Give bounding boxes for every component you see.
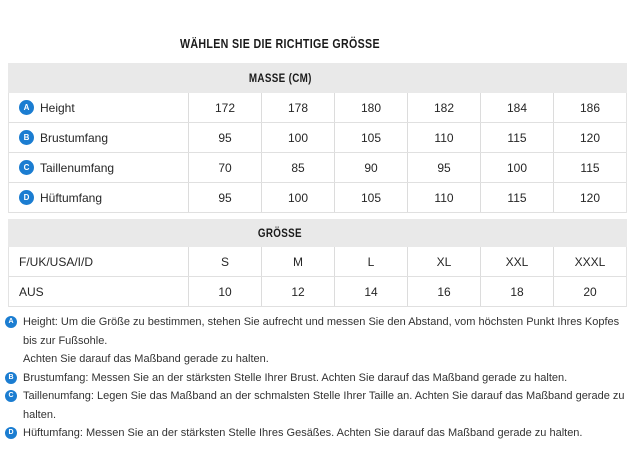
table-row-chest [9, 123, 626, 153]
size-cell: XL [407, 247, 480, 276]
value-cell: 90 [334, 153, 407, 182]
size-cell: 18 [480, 277, 553, 306]
footnote-c-badge: C [5, 390, 17, 402]
footnote-a-badge: A [5, 316, 17, 328]
table-row-hip [9, 183, 626, 213]
value-cell: 182 [407, 93, 480, 122]
size-cell: S [188, 247, 261, 276]
value-cell: 180 [334, 93, 407, 122]
footnote-text: Taillenumfang: Legen Sie das Maßband an der schmalsten Stelle Ihrer Taille an. Achten Sie darauf das Maßband gerade zu halten. [23, 390, 625, 421]
value-cell: 172 [188, 93, 261, 122]
size-cell: M [261, 247, 334, 276]
row-label: Hüftumfang [40, 190, 103, 205]
table-row-height [9, 93, 626, 123]
footnote-text: Hüftumfang: Messen Sie an der stärksten Stelle Ihres Gesäßes. Achten Sie darauf das Maßband gerade zu halten. [23, 427, 583, 439]
value-cell: 115 [480, 183, 553, 212]
footnote-text: Brustumfang: Messen Sie an der stärksten Stelle Ihrer Brust. Achten Sie darauf das Maßband gerade zu halten. [23, 371, 568, 384]
value-cell: 95 [407, 153, 480, 182]
sizes-header-band [8, 219, 627, 247]
sizes-table [8, 247, 627, 307]
row-label: Height [40, 100, 75, 115]
table-row-aus-sizes [9, 277, 626, 307]
row-label: AUS [19, 284, 44, 299]
value-cell: 100 [261, 123, 334, 152]
row-label-cell [9, 183, 188, 212]
size-cell: 14 [334, 277, 407, 306]
row-label-cell [9, 93, 188, 122]
measurements-header-label: MASSE (CM) [248, 71, 312, 85]
footnote-text: Achten Sie darauf das Maßband gerade zu halten. [23, 353, 269, 365]
value-cell: 115 [553, 153, 626, 182]
value-cell: 115 [480, 123, 553, 152]
value-cell: 186 [553, 93, 626, 122]
footnote-height [5, 313, 631, 369]
measure-c-badge: C [19, 160, 34, 175]
value-cell: 110 [407, 123, 480, 152]
value-cell: 120 [553, 183, 626, 212]
measurements-table [8, 93, 627, 213]
footnote-text: Height: Um die Größe zu bestimmen, stehen Sie aufrecht und messen Sie den Abstand, vom höchsten Punkt Ihres Kopfes bis zur Fußsohle. [23, 316, 620, 347]
value-cell: 184 [480, 93, 553, 122]
size-cell: 10 [188, 277, 261, 306]
measurements-header-band [8, 63, 627, 93]
sizes-header-label: GRÖSSE [257, 226, 303, 240]
value-cell: 100 [261, 183, 334, 212]
size-cell: XXXL [553, 247, 626, 276]
value-cell: 105 [334, 183, 407, 212]
table-row-intl-sizes [9, 247, 626, 277]
value-cell: 120 [553, 123, 626, 152]
row-label-cell [9, 153, 188, 182]
page-title [0, 36, 560, 51]
measure-d-badge: D [19, 190, 34, 205]
value-cell: 70 [188, 153, 261, 182]
footnotes [5, 313, 631, 443]
value-cell: 95 [188, 183, 261, 212]
size-cell: XXL [480, 247, 553, 276]
footnote-b-badge: B [5, 372, 17, 384]
row-label: Taillenumfang [40, 160, 115, 175]
size-cell: L [334, 247, 407, 276]
row-label: F/UK/USA/I/D [19, 254, 94, 269]
footnote-d-badge: D [5, 427, 17, 439]
footnote-hip [5, 424, 631, 443]
value-cell: 105 [334, 123, 407, 152]
value-cell: 95 [188, 123, 261, 152]
value-cell: 85 [261, 153, 334, 182]
value-cell: 178 [261, 93, 334, 122]
row-label-cell [9, 277, 188, 306]
footnote-waist [5, 387, 631, 424]
size-cell: 20 [553, 277, 626, 306]
measure-b-badge: B [19, 130, 34, 145]
row-label-cell [9, 123, 188, 152]
table-row-waist [9, 153, 626, 183]
row-label: Brustumfang [40, 130, 109, 145]
value-cell: 100 [480, 153, 553, 182]
footnote-chest [5, 369, 631, 388]
size-cell: 16 [407, 277, 480, 306]
page-title-text: WÄHLEN SIE DIE RICHTIGE GRÖSSE [180, 36, 380, 51]
measure-a-badge: A [19, 100, 34, 115]
row-label-cell [9, 247, 188, 276]
value-cell: 110 [407, 183, 480, 212]
size-cell: 12 [261, 277, 334, 306]
